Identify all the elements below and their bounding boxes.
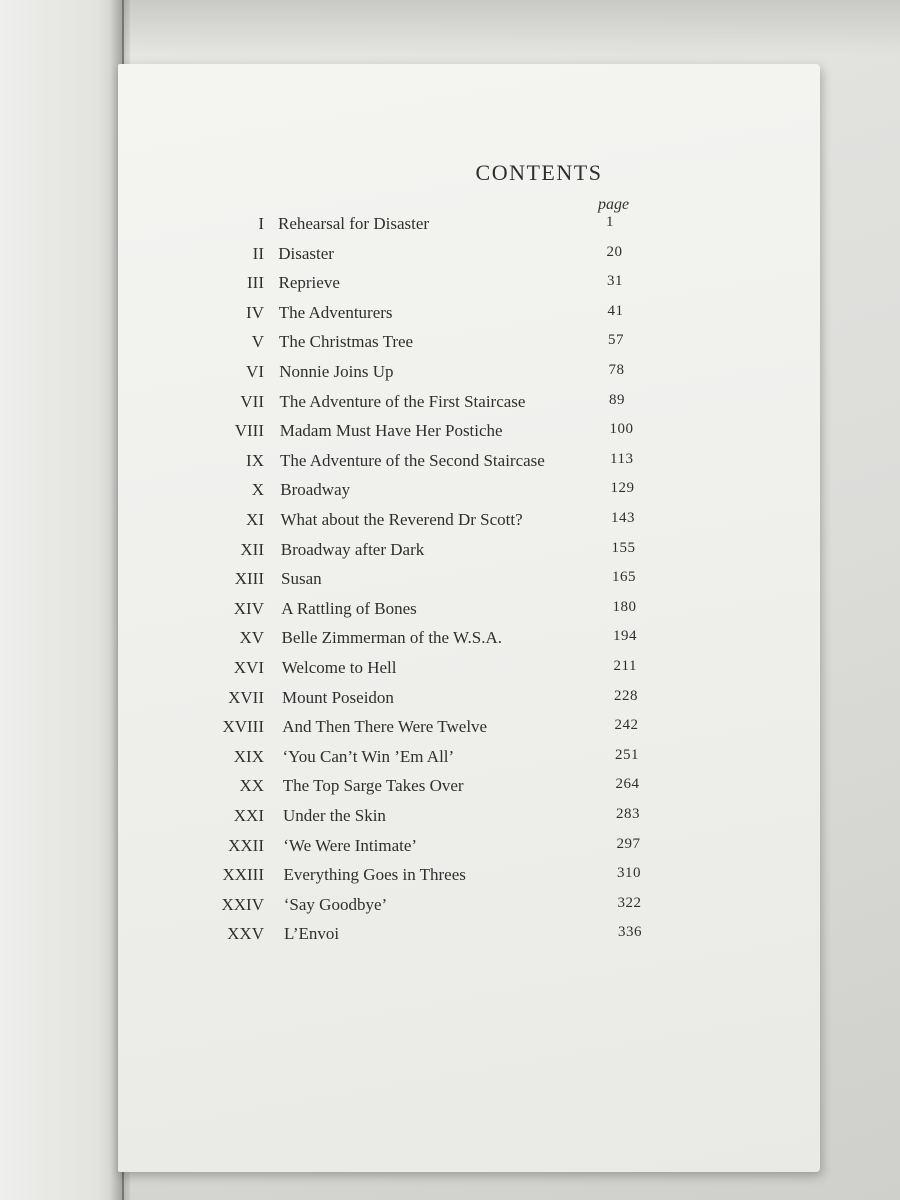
chapter-numeral: XIV bbox=[233, 598, 264, 618]
chapter-title: Madam Must Have Her Postiche bbox=[279, 421, 503, 441]
toc-row bbox=[118, 569, 820, 597]
chapter-numeral: XV bbox=[239, 628, 264, 648]
chapter-title: What about the Reverend Dr Scott? bbox=[280, 510, 523, 529]
chapter-numeral: XXIII bbox=[222, 865, 264, 885]
toc-row bbox=[118, 717, 820, 745]
toc-row bbox=[118, 510, 820, 538]
chapter-page-number: 100 bbox=[609, 421, 634, 438]
chapter-page-number: 228 bbox=[614, 687, 638, 704]
toc-row bbox=[118, 924, 820, 952]
chapter-numeral: VI bbox=[246, 362, 264, 381]
toc-row bbox=[118, 303, 820, 331]
chapter-numeral: X bbox=[251, 480, 264, 500]
chapter-page-number: 20 bbox=[606, 243, 623, 260]
chapter-title: Nonnie Joins Up bbox=[279, 362, 394, 381]
page-column-label: page bbox=[598, 196, 630, 213]
chapter-title: Susan bbox=[281, 569, 322, 589]
chapter-title: A Rattling of Bones bbox=[281, 598, 417, 618]
toc-row bbox=[118, 332, 820, 360]
chapter-page-number: 113 bbox=[610, 450, 634, 467]
toc-row bbox=[118, 540, 820, 568]
chapter-title: ‘Say Goodbye’ bbox=[283, 894, 388, 914]
chapter-page-number: 180 bbox=[612, 598, 637, 615]
chapter-title: Everything Goes in Threes bbox=[283, 865, 466, 885]
chapter-title: The Adventurers bbox=[278, 302, 393, 322]
chapter-page-number: 322 bbox=[617, 894, 642, 911]
chapter-page-number: 1 bbox=[606, 214, 614, 230]
chapter-page-number: 57 bbox=[608, 332, 624, 349]
chapter-numeral: XXIV bbox=[221, 894, 264, 914]
chapter-numeral: IV bbox=[246, 302, 264, 322]
facing-page bbox=[0, 0, 124, 1200]
chapter-page-number: 264 bbox=[615, 776, 640, 793]
chapter-title: L’Envoi bbox=[284, 924, 340, 944]
toc-row bbox=[118, 895, 820, 923]
chapter-title: The Christmas Tree bbox=[279, 332, 414, 352]
toc-row bbox=[118, 392, 820, 420]
chapter-title: ‘You Can’t Win ’Em All’ bbox=[282, 746, 455, 766]
chapter-page-number: 310 bbox=[617, 865, 641, 882]
chapter-title: Belle Zimmerman of the W.S.A. bbox=[281, 628, 502, 648]
chapter-numeral: XX bbox=[239, 776, 264, 796]
chapter-title: Under the Skin bbox=[283, 806, 386, 825]
chapter-page-number: 129 bbox=[610, 480, 635, 497]
chapter-page-number: 297 bbox=[616, 835, 641, 852]
chapter-page-number: 251 bbox=[615, 746, 639, 763]
toc-row bbox=[118, 747, 820, 775]
chapter-title: The Top Sarge Takes Over bbox=[282, 776, 464, 796]
chapter-title: Broadway bbox=[280, 480, 351, 500]
chapter-numeral: XXII bbox=[228, 835, 264, 855]
chapter-numeral: XIII bbox=[234, 569, 264, 589]
toc-row bbox=[118, 836, 820, 864]
chapter-title: And Then There Were Twelve bbox=[282, 717, 488, 737]
chapter-numeral: XXI bbox=[233, 806, 264, 825]
chapter-title: Disaster bbox=[278, 243, 334, 263]
chapter-title: Broadway after Dark bbox=[280, 539, 425, 559]
chapter-numeral: XII bbox=[240, 539, 264, 559]
contents-page bbox=[118, 64, 820, 1172]
chapter-numeral: V bbox=[251, 332, 264, 352]
chapter-page-number: 283 bbox=[616, 806, 640, 822]
chapter-page-number: 211 bbox=[613, 658, 637, 674]
chapter-title: The Adventure of the Second Staircase bbox=[280, 450, 545, 470]
chapter-title: Welcome to Hell bbox=[281, 658, 397, 677]
chapter-numeral: XVI bbox=[233, 658, 264, 677]
toc-row bbox=[118, 688, 820, 716]
chapter-numeral: I bbox=[258, 214, 264, 233]
chapter-title: Rehearsal for Disaster bbox=[278, 214, 430, 233]
chapter-numeral: VII bbox=[240, 391, 264, 411]
chapter-page-number: 165 bbox=[612, 569, 636, 586]
chapter-page-number: 89 bbox=[609, 391, 625, 408]
page-title: CONTENTS bbox=[475, 160, 603, 185]
toc-row bbox=[118, 244, 820, 272]
chapter-title: The Adventure of the First Staircase bbox=[279, 391, 526, 411]
chapter-page-number: 31 bbox=[607, 273, 623, 290]
chapter-title: ‘We Were Intimate’ bbox=[283, 835, 418, 855]
chapter-page-number: 242 bbox=[614, 717, 639, 734]
chapter-numeral: XVII bbox=[228, 687, 264, 707]
chapter-numeral: XIX bbox=[233, 746, 264, 766]
chapter-numeral: XVIII bbox=[222, 717, 264, 737]
toc-row bbox=[118, 806, 820, 834]
chapter-numeral: XXV bbox=[227, 924, 264, 944]
toc-row bbox=[118, 865, 820, 893]
toc-row bbox=[118, 273, 820, 301]
chapter-numeral: IX bbox=[246, 450, 264, 470]
chapter-numeral: III bbox=[247, 273, 264, 293]
chapter-page-number: 41 bbox=[607, 302, 624, 319]
toc-row bbox=[118, 776, 820, 804]
toc-row bbox=[118, 214, 820, 242]
chapter-title: Mount Poseidon bbox=[282, 687, 394, 707]
chapter-page-number: 143 bbox=[611, 510, 635, 526]
toc-row bbox=[118, 658, 820, 686]
chapter-page-number: 78 bbox=[608, 362, 625, 378]
chapter-page-number: 336 bbox=[618, 924, 642, 941]
chapter-numeral: II bbox=[252, 243, 264, 263]
chapter-numeral: VIII bbox=[234, 421, 264, 441]
chapter-page-number: 155 bbox=[611, 539, 636, 556]
chapter-numeral: XI bbox=[246, 510, 264, 529]
chapter-title: Reprieve bbox=[278, 273, 340, 293]
toc-row bbox=[118, 421, 820, 449]
toc-row bbox=[118, 451, 820, 479]
toc-row bbox=[118, 362, 820, 390]
toc-row bbox=[118, 599, 820, 627]
chapter-page-number: 194 bbox=[613, 628, 637, 645]
toc-row bbox=[118, 628, 820, 656]
toc-row bbox=[118, 480, 820, 508]
top-edge-shadow bbox=[0, 0, 900, 54]
